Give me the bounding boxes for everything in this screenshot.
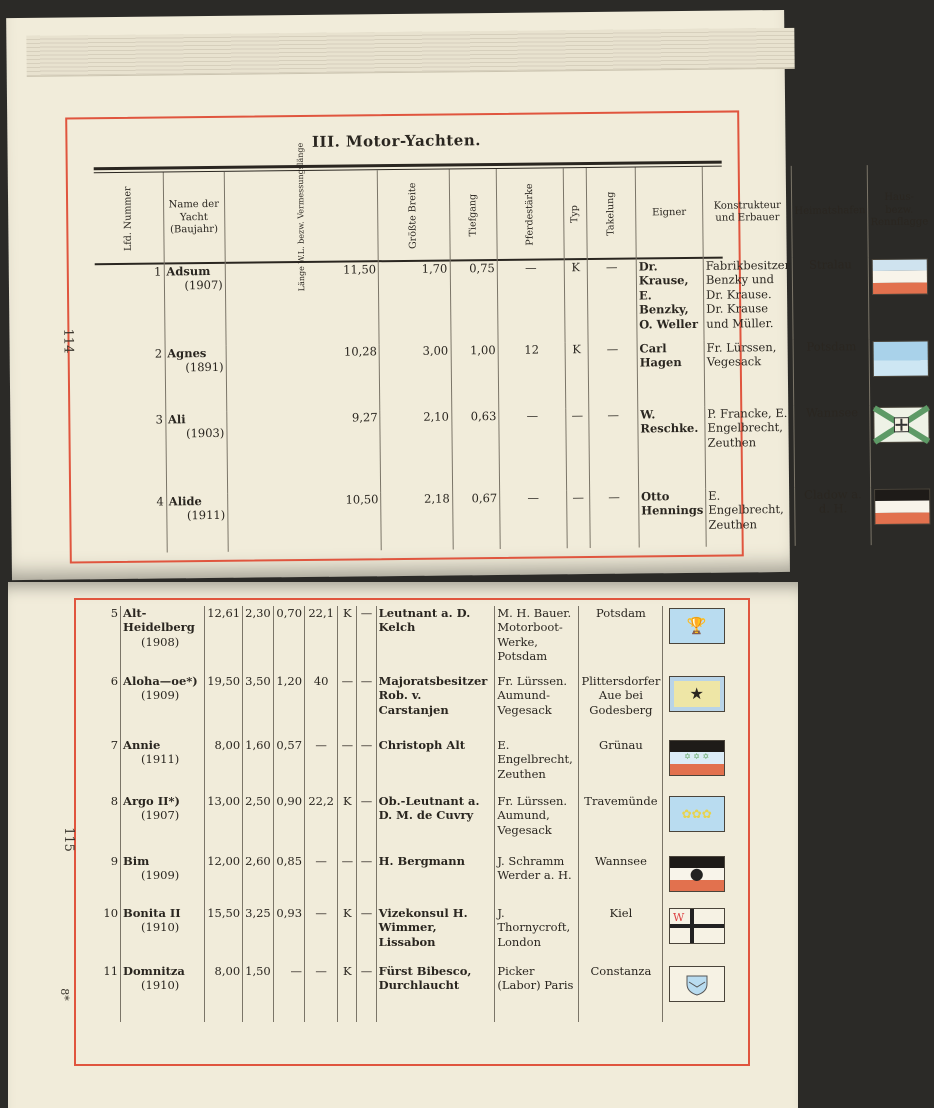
table-row <box>97 486 933 553</box>
header-name: Name der Yacht (Baujahr) <box>163 172 225 265</box>
rigging-value: — <box>357 674 376 738</box>
owner: Fürst Bibesco, Durchlaucht <box>376 964 495 1022</box>
constructor: Fabrikbesitzer Benzky und Dr. Krause. Dr. Krause und Müller. <box>703 258 793 341</box>
header-hafen: Heimatshafen <box>792 165 869 258</box>
build-year: (1910) <box>141 920 180 935</box>
header-tiefgang: Tiefgang <box>449 169 497 261</box>
draft-value: 0,93 <box>273 906 304 964</box>
constructor: Fr. Lürssen. Aumund, Vegesack <box>495 794 579 854</box>
row-number: 10 <box>103 906 119 920</box>
build-year: (1911) <box>141 752 180 767</box>
length-value: 9,27 <box>227 410 381 494</box>
beam-value: 1,60 <box>243 738 274 794</box>
length-value: 12,00 <box>205 854 243 906</box>
yacht-name-label: Alide <box>168 494 202 509</box>
constructor: Fr. Lürssen. Aumund-Vegesack <box>495 674 579 738</box>
yacht-name <box>121 606 205 674</box>
draft-value: — <box>273 964 304 1022</box>
type-value: K <box>565 342 588 408</box>
rigging-value: — <box>357 964 376 1022</box>
svg-text:W: W <box>672 911 684 924</box>
build-year: (1891) <box>185 360 224 375</box>
table-row <box>100 738 730 794</box>
signature-mark: 8* <box>57 988 71 1001</box>
row-number: 11 <box>103 964 119 978</box>
build-year: (1911) <box>186 508 226 523</box>
length-value: 10,28 <box>226 344 380 412</box>
length-value: 19,50 <box>205 674 243 738</box>
type-value: K <box>338 906 357 964</box>
yacht-name-label: Domnitza <box>123 964 185 978</box>
rigging-value: — <box>357 606 376 674</box>
build-year: (1907) <box>141 808 180 823</box>
beam-value: 2,30 <box>243 606 274 674</box>
type-value: K <box>338 964 357 1022</box>
horsepower-value: 22,2 <box>305 794 338 854</box>
header-nr: Lfd. Nummer <box>122 186 134 251</box>
table-row <box>95 256 932 347</box>
row-number: 7 <box>110 738 119 752</box>
build-year: (1907) <box>184 278 223 293</box>
build-year: (1910) <box>141 978 180 993</box>
house-flag-agnes <box>873 340 929 377</box>
beam-value: 3,25 <box>243 906 274 964</box>
yacht-name-label: Alt-Heidelberg <box>123 606 195 635</box>
house-flag-alide <box>874 488 930 525</box>
owner: Carl Hagen <box>637 341 705 408</box>
horsepower-value: — <box>497 260 565 343</box>
owner: Majoratsbesitzer Rob. v. Carstanjen <box>376 674 495 738</box>
row-number: 4 <box>156 494 164 509</box>
rigging-value: — <box>357 854 376 906</box>
header-laenge: Länge W.L. bezw. Vermessungslänge <box>224 170 378 264</box>
type-value: K <box>564 260 588 342</box>
type-value: — <box>567 490 590 548</box>
type-value: — <box>338 738 357 794</box>
header-flagge: Haus- bezw. Rennflagge <box>867 164 930 257</box>
constructor: Fr. Lürssen, Vegesack <box>704 340 794 407</box>
rigging-value: — <box>587 260 637 343</box>
flag <box>869 338 932 405</box>
yacht-name-label: Bim <box>123 854 150 868</box>
rigging-value: — <box>357 794 376 854</box>
flag <box>870 404 933 487</box>
house-flag-domnitza <box>669 966 725 1002</box>
home-port: Travemünde <box>579 794 663 854</box>
length-value: 12,61 <box>205 606 243 674</box>
flag <box>663 794 730 854</box>
beam-value: 2,10 <box>380 409 452 492</box>
owner: Dr. Krause, E. Benzky, O. Weller <box>636 259 704 342</box>
yacht-name <box>121 854 205 906</box>
build-year: (1909) <box>141 868 180 883</box>
home-port: Wannsee <box>794 405 871 488</box>
table-row <box>100 906 730 964</box>
row-number: 2 <box>154 346 163 361</box>
home-port: Constanza <box>579 964 663 1022</box>
owner: Christoph Alt <box>376 738 495 794</box>
header-ps: Pferdestärke <box>496 168 564 261</box>
table-row <box>100 854 730 906</box>
page-115 <box>8 582 798 1108</box>
page-114 <box>6 10 929 580</box>
length-value: 11,50 <box>225 262 379 346</box>
beam-value: 1,70 <box>378 261 450 344</box>
row-number: 8 <box>110 794 119 808</box>
home-port: Wannsee <box>579 854 663 906</box>
yacht-name <box>121 906 205 964</box>
owner: H. Bergmann <box>376 854 495 906</box>
yacht-name <box>166 494 228 553</box>
constructor: J. Thornycroft, London <box>495 906 579 964</box>
draft-value: 0,57 <box>273 738 304 794</box>
header-takelung: Takelung <box>586 168 636 261</box>
draft-value: 0,63 <box>451 409 499 491</box>
flag <box>663 964 730 1022</box>
owner: W. Reschke. <box>638 407 706 490</box>
section-title: III. Motor-Yachten. <box>311 131 481 151</box>
house-flag-aloha: ★ <box>669 676 725 712</box>
rigging-value: — <box>589 408 639 491</box>
house-flag-bonita <box>669 908 725 944</box>
beam-value: 3,00 <box>379 343 451 410</box>
yacht-name-label: Adsum <box>166 263 211 279</box>
yacht-name-label: Annie <box>123 738 161 752</box>
beam-value: 1,50 <box>243 964 274 1022</box>
header-eigner: Eigner <box>635 167 703 260</box>
type-value: — <box>566 408 590 490</box>
type-value: K <box>338 794 357 854</box>
page-number: 114 <box>60 328 76 354</box>
flag <box>663 854 730 906</box>
home-port: Plittersdorfer Aue bei Godesberg <box>579 674 663 738</box>
header-konstrukteur: Konstrukteur und Erbauer <box>702 166 792 259</box>
horsepower-value: 40 <box>305 674 338 738</box>
row-number: 3 <box>155 412 163 427</box>
house-flag-bim: ● <box>669 856 725 892</box>
home-port: Potsdam <box>793 339 870 406</box>
page-edges <box>26 28 794 77</box>
yacht-name <box>121 964 205 1022</box>
header-row <box>94 164 931 265</box>
rigging-value: — <box>357 738 376 794</box>
draft-value: 0,70 <box>273 606 304 674</box>
house-flag-annie: ✡ ✡ ✡ <box>669 740 725 776</box>
table-row <box>96 338 933 413</box>
constructor: J. Schramm Werder a. H. <box>495 854 579 906</box>
table-row <box>100 794 730 854</box>
type-value: — <box>338 854 357 906</box>
horsepower-value: — <box>305 964 338 1022</box>
length-value: 8,00 <box>205 738 243 794</box>
draft-value: 0,75 <box>450 261 498 343</box>
home-port: Kiel <box>579 906 663 964</box>
draft-value: 0,67 <box>452 491 500 549</box>
draft-value: 0,90 <box>273 794 304 854</box>
draft-value: 1,20 <box>273 674 304 738</box>
length-value: 8,00 <box>205 964 243 1022</box>
home-port: Potsdam <box>579 606 663 674</box>
row-number: 1 <box>153 264 162 279</box>
flag <box>663 906 730 964</box>
yacht-name <box>165 412 227 495</box>
flag <box>663 738 730 794</box>
rigging-value: — <box>588 342 638 409</box>
home-port: Stralau <box>793 257 870 340</box>
type-value: K <box>338 606 357 674</box>
yacht-name <box>165 346 227 413</box>
yacht-table <box>100 606 730 1022</box>
beam-value: 2,50 <box>243 794 274 854</box>
horsepower-value: — <box>305 906 338 964</box>
house-flag-argo: ✿✿✿ <box>669 796 725 832</box>
beam-value: 2,18 <box>381 491 453 550</box>
house-flag-adsum <box>872 258 928 295</box>
rigging-value: — <box>589 490 639 549</box>
flag <box>868 256 931 339</box>
owner: Vizekonsul H. Wimmer, Lissabon <box>376 906 495 964</box>
page-number: 115 <box>60 827 76 852</box>
owner: Otto Hennings <box>638 489 706 548</box>
row-number: 9 <box>110 854 119 868</box>
constructor: M. H. Bauer. Motorboot-Werke, Potsdam <box>495 606 579 674</box>
table-row <box>100 964 730 1022</box>
beam-value: 3,50 <box>243 674 274 738</box>
home-port: Grünau <box>579 738 663 794</box>
yacht-name-label: Bonita II <box>123 906 181 920</box>
row-number: 6 <box>110 674 119 688</box>
table-row <box>96 404 933 495</box>
header-typ: Typ <box>563 168 587 260</box>
constructor: Picker (Labor) Paris <box>495 964 579 1022</box>
draft-value: 0,85 <box>273 854 304 906</box>
table-row <box>100 674 730 738</box>
yacht-name-label: Argo II*) <box>123 794 180 808</box>
flag <box>871 486 934 545</box>
length-value: 10,50 <box>227 492 381 552</box>
length-value: 15,50 <box>205 906 243 964</box>
yacht-table <box>94 142 934 553</box>
horsepower-value: — <box>305 854 338 906</box>
length-value: 13,00 <box>205 794 243 854</box>
row-number: 5 <box>110 606 119 620</box>
flag <box>663 606 730 674</box>
home-port: Cladow a. d. H. <box>795 487 872 546</box>
horsepower-value: — <box>305 738 338 794</box>
table-row <box>100 606 730 674</box>
flag <box>663 674 730 738</box>
yacht-name <box>121 674 205 738</box>
build-year: (1908) <box>141 634 180 649</box>
type-value: — <box>338 674 357 738</box>
build-year: (1909) <box>141 688 180 703</box>
yacht-name <box>164 264 226 347</box>
yacht-name-label: Aloha—oe*) <box>123 674 198 688</box>
horsepower-value: 12 <box>498 342 566 409</box>
yacht-name <box>121 794 205 854</box>
owner: Leutnant a. D. Kelch <box>376 606 495 674</box>
yacht-name-label: Ali <box>167 412 186 427</box>
horsepower-value: — <box>499 408 567 491</box>
horsepower-value: — <box>500 490 568 549</box>
house-flag-altheidelberg: 🏆 <box>669 608 725 644</box>
rigging-value: — <box>357 906 376 964</box>
beam-value: 2,60 <box>243 854 274 906</box>
constructor: E. Engelbrecht, Zeuthen <box>706 488 796 547</box>
house-flag-ali <box>873 406 929 443</box>
constructor: P. Francke, E. Engelbrecht, Zeuthen <box>705 406 795 489</box>
header-breite: Größte Breite <box>378 169 450 262</box>
yacht-name <box>121 738 205 794</box>
build-year: (1903) <box>185 426 225 441</box>
owner: Ob.-Leutnant a. D. M. de Cuvry <box>376 794 495 854</box>
horsepower-value: 22,1 <box>305 606 338 674</box>
constructor: E. Engelbrecht, Zeuthen <box>495 738 579 794</box>
draft-value: 1,00 <box>451 343 499 409</box>
yacht-name-label: Agnes <box>167 346 207 361</box>
